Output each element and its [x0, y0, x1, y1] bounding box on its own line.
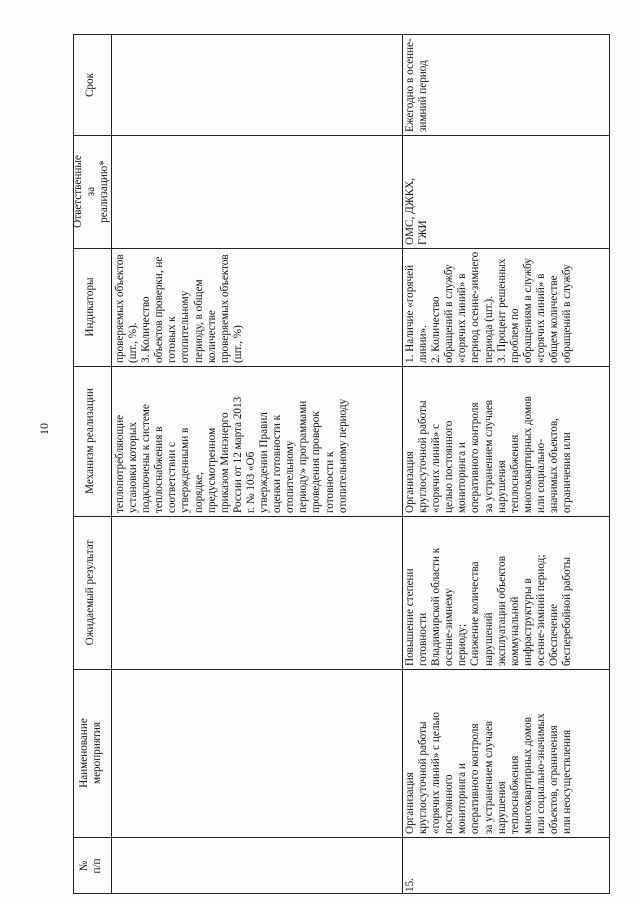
row-15-number: 15. [404, 878, 416, 892]
header-number: № п/п [78, 858, 104, 874]
row-15-expected-result: Повышение степени готовности Владимирской области к осенне-зимнему периоду; Снижение количества нарушений эксплуатации объектов коммунальной инфраструктуры в осенне-зимний период; Обеспечение бесперебойной работы [404, 547, 574, 666]
prev-row-indicators: проверяемых объектов (шт., %). 3. Количество объектов проверки, не готовых к отопительному периоду, в общем количестве проверяемых объектов (шт., %) [114, 254, 244, 363]
row-15-name: Организация круглосуточной работы «горячих линий» с целью постоянного мониторинга и оперативного контроля за устранением случаев нарушения теплоснабжения многоквартирных домов или социально-значимых объектов, ограничения или неосуществления [404, 712, 574, 834]
row-15-responsible: ОМС, ДЖКХ, ГЖИ [404, 177, 430, 245]
prev-row-mechanism: теплопотребляющие установки которых подключены к системе теплоснабжения в соответствии с утвержденными в порядке, предусмотренном приказом Минэнерго России от 12 марта 2013 г. № 103 «Об утверждении Правил оценки готовности к отопительному периоду» программами проведения проверок готовности к отопительному периоду [114, 396, 349, 513]
row-divider [74, 135, 609, 136]
row-15-term: Ежегодно в осенне- зимний период [404, 38, 430, 132]
header-responsible: Ответственные за реализацию* [72, 155, 111, 228]
row-divider [74, 837, 609, 838]
header-mechanism: Механизм реализации [84, 388, 96, 494]
header-expected-result: Ожидаемый результат [84, 539, 96, 646]
row-15-indicators: 1. Наличие «горячей линии». 2. Количество обращений в службу «горячих линий» в период осенне-зимнего периода (шт.). 3. Процент решенных проблем по обращениям в службу «горячих линий» в общем количестве обращений в службу [404, 251, 574, 363]
page-number: 10 [37, 423, 51, 435]
measures-table [73, 34, 610, 894]
header-name: Наименование мероприятия [78, 718, 104, 788]
row-15-mechanism: Организация круглосуточной работы «горячих линий» с целью постоянного мониторинга и оперативного контроля за устранением случаев нарушения теплоснабжения многоквартирных домов или социально- значимых объектов, ограничения или [404, 396, 574, 513]
header-indicators: Индикаторы [84, 277, 96, 337]
header-term: Срок [84, 72, 96, 98]
column-divider [402, 35, 403, 893]
